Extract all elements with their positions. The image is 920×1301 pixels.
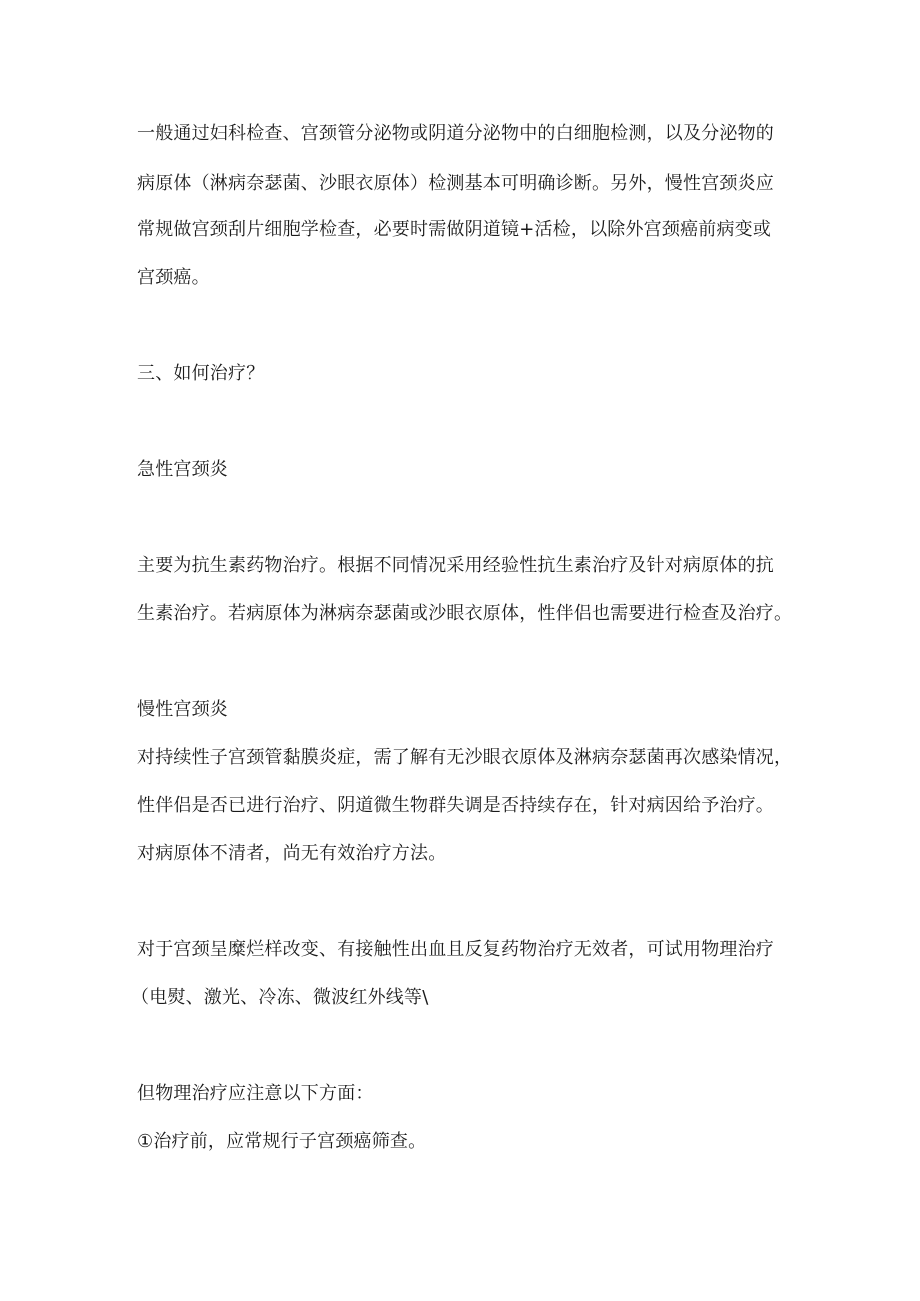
subheading-chronic-cervicitis: 慢性宫颈炎 (137, 699, 228, 720)
chronic-treatment-line-1: 对持续性子宫颈管黏膜炎症，需了解有无沙眼衣原体及淋病奈瑟菌再次感染情况， (137, 747, 793, 768)
diagnosis-paragraph-line-1: 一般通过妇科检查、宫颈管分泌物或阴道分泌物中的白细胞检测，以及分泌物的 (137, 123, 774, 144)
acute-treatment-line-2: 生素治疗。若病原体为淋病奈瑟菌或沙眼衣原体，性伴侣也需要进行检查及治疗。 (137, 603, 793, 624)
diagnosis-paragraph-line-3: 常规做宫颈刮片细胞学检查，必要时需做阴道镜+活检，以除外宫颈癌前病变或 (137, 219, 772, 240)
subheading-acute-cervicitis: 急性宫颈炎 (137, 459, 228, 480)
chronic-treatment-line-2: 性伴侣是否已进行治疗、阴道微生物群失调是否持续存在，针对病因给予治疗。 (137, 795, 774, 816)
physical-therapy-line-1: 对于宫颈呈糜烂样改变、有接触性出血且反复药物治疗无效者，可试用物理治疗 (137, 939, 774, 960)
physical-therapy-line-2: （电熨、激光、冷冻、微波红外线等\ (131, 987, 429, 1008)
precaution-item-1: ①治疗前，应常规行子宫颈癌筛查。 (137, 1131, 427, 1152)
diagnosis-paragraph-line-2: 病原体（淋病奈瑟菌、沙眼衣原体）检测基本可明确诊断。另外，慢性宫颈炎应 (137, 173, 774, 194)
diagnosis-paragraph-line-4: 宫颈癌。 (137, 267, 210, 288)
acute-treatment-line-1: 主要为抗生素药物治疗。根据不同情况采用经验性抗生素治疗及针对病原体的抗 (137, 555, 774, 576)
chronic-treatment-line-3: 对病原体不清者，尚无有效治疗方法。 (137, 843, 447, 864)
precautions-intro: 但物理治疗应注意以下方面： (137, 1083, 374, 1104)
section-heading-treatment: 三、如何治疗？ (137, 363, 265, 384)
